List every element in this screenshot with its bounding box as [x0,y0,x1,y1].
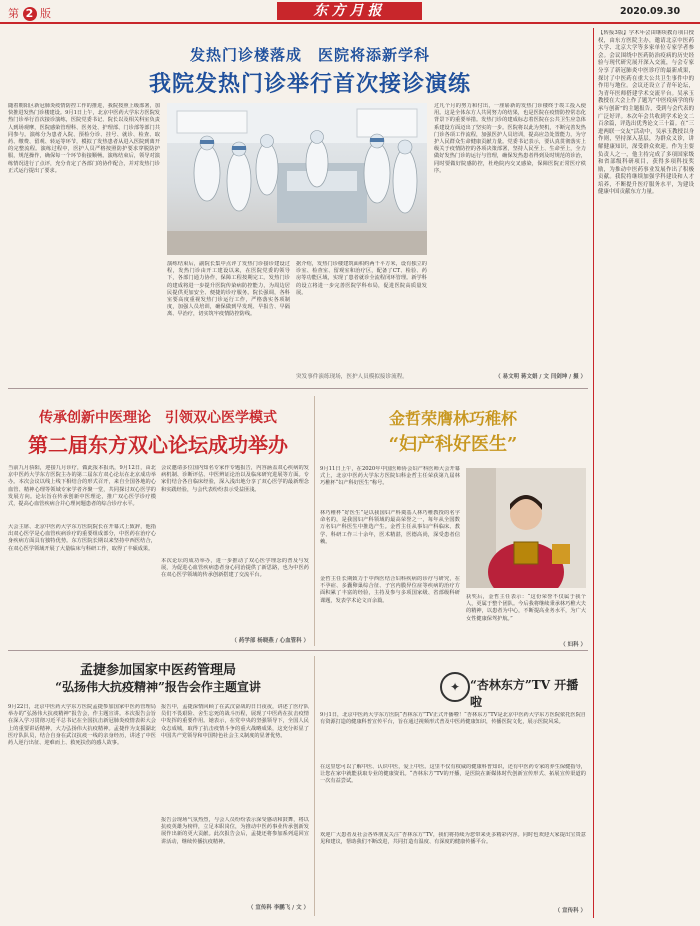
article2-title: 第二届东方双心论坛成功举办 [28,433,288,457]
issue-date: 2020.09.30 [620,6,681,17]
article2-body1: 当前九月骄阳，迎接九月诊疗，做此报本报讯，9月12日，由北京中医药大学东方医院主办的第二届东方双心论坛在北京成功举办。本次会议以线上线下相结合的形式召开，来自全国各地的心血管、精神心理等领域专家学者齐聚一堂，共同探讨双心医学的发展方向。论坛旨在传承创新中医理论，推广双心医学诊疗模式，提高心血管疾病合并心理问题患者的综合诊疗水平。 [8,465,156,508]
article3-title: “妇产科好医生” [388,434,518,455]
article2-body4: 本次论坛的成功举办，进一步推动了双心医学理念的普及与发展，为促进心血管疾病患者身心同治提供了新思路，也为中医药在双心医学领域的传承创新搭建了交流平台。 [161,558,309,579]
article5-title: “杏林东方”TV 开播啦 [470,678,579,709]
article4-title-line1: 孟捷参加国家中医药管理局 [79,663,236,678]
article2-body3: 会议邀请多位国内知名专家作专题报告，内容涵盖双心疾病的发病机制、诊断评估、中医辨证论治以及临床研究进展等方面。专家们结合各自临床经验，深入浅出地分享了双心医学的最新理念和实践经验，与会代表纷纷表示受益匪浅。 [161,465,309,493]
article5-body2: 在这里您可以了解中医、认识中医，爱上中医。这里不仅有权威的健康科普知识，还有中医药专家的养生保健指导，让您在家中就能获取专业的健康资讯。“杏林东方”TV的开播，是医院在新媒体时代创新宣传形式、拓展宣传渠道的一次有益尝试。 [320,764,586,785]
article1-body-left: 随着朝阳区新冠肺炎疫情防控工作的推进，我院按照上级部署，加快推进发热门诊楼建设。9月1日上午，北京中医药大学东方医院发热门诊举行首次接诊演练，医院党委书记、院长以及相关科室负责人到场观摩，医院感染管理科、医务处、护理部、门诊部等部门共同参与。演练分为患者入院、预检分诊、挂号、就诊、检查、取药、缴费、留观、转运等环节，模拟了发热患者从进入医院到离开的完整流程。演练过程中，医护人员严格按照防护要求穿脱防护服，规范操作，确保每一个环节衔接顺畅。演练结束后，领导对演练情况进行了点评，充分肯定了各部门的协作配合，并对发热门诊正式运行提出了要求。 [8,103,160,174]
page-number-badge: 2 [23,7,37,21]
article4-title-line2: “弘扬伟大抗疫精神”报告会作主题宣讲 [55,680,261,694]
article2-byline: （ 药学部 杨晓燕 / 心血管科 ） [231,638,309,644]
doctor-photo-illustration [466,468,586,588]
article1-byline: （ 易文明 蒋文娟 / 文 闫剑坤 / 摄 ） [495,374,586,380]
article3-body3: 金哲主任长期致力于中西医结合妇科疾病的诊疗与研究，在不孕症、多囊卵巢综合征、子宫内膜异位症等疾病的治疗方面积累了丰富的经验，主持及参与多项国家级、省部级科研课题，发表学术论文百余篇。 [320,576,460,604]
article3-divider [8,650,588,651]
article3-body4: 获奖后，金哲主任表示：“这份荣誉不仅属于我个人，更属于整个团队。今后我将继续秉承林巧稚大夫的精神，以患者为中心，不断提高业务水平，为广大女性健康保驾护航。” [466,594,586,622]
article1-body-mid2: 据介绍，发热门诊楼建筑面积约两千平方米，设有独立的诊室、检查室、留观室和治疗区，配备了CT、检验、药房等功能区域，实现了患者就诊全流程闭环管理。新学科的设立将进一步完善医院学科布局，促进医院高质量发展。 [296,261,427,296]
tv-logo-icon: ✦ [440,672,470,702]
doctor-photo [466,468,586,588]
article2-divider [314,396,315,646]
article5-body3: 欢迎广大患者及社会各界朋友关注“杏林东方”TV，我们将持续为您带来更多精彩内容。同时也欢迎大家提出宝贵意见和建议，帮助我们不断改进，共同打造有温度、有深度的健康传播平台。 [320,832,586,846]
article5-body1: 9月1日，北京中医药大学东方医院“杏林东方”TV正式开播啦！“杏林东方”TV是北京中医药大学东方医院依托医院自有资源打造的健康科普宣传平台，旨在通过视频形式普及中医药健康知识，传播医院文化，展示医院风采。 [320,712,586,726]
header-rule [0,22,700,24]
article1-divider [8,388,588,389]
article2-kicker: 传承创新中医理论 引领双心医学模式 [39,410,277,426]
article3-body1: 9月11日上午，在2020年中国医师协会妇产科医师大会开幕式上，北京中医药大学东方医院妇科金哲主任荣获第九届林巧稚杯“妇产科好医生”称号。 [320,466,460,487]
page-header [0,0,700,22]
article1-caption: 突发事件演练现场，医护人员模拟接诊流程。 [296,374,408,380]
article4-divider [314,656,315,916]
page-label [8,5,51,21]
sidebar-divider [593,28,594,918]
article1-body-right: 过凡个月的努力和付出，一座崭新的发热门诊楼终于竣工投入使用。这是全体东方人共同努力的结果，也是医院在疫情防控常态化背景下的重要举措。发热门诊的建成标志着医院在公共卫生应急体系建设方面迈出了坚实的一步。医院将以此为契机，不断完善发热门诊各项工作流程，加强医护人员培训，提高应急处置能力，为守护人民群众生命健康贡献力量。党委书记表示，要认真贯彻落实上级关于疫情防控的各项决策部署，坚持人民至上、生命至上，全力做好发热门诊的运行与管理，确保发热患者得到及时规范的诊治，同时要做好院感防控，杜绝院内交叉感染，保障医院正常医疗秩序。 [434,103,586,174]
article3-byline: （ 妇科 ） [560,642,586,648]
page-prefix: 第 [8,7,19,20]
sidebar-body: 【转接3版】学术年会由继续教育项目授权，由东方医院主办，邀请北京中医药大学、北京大学等多家单位专家学者参会。会议围绕中医药防治疫病的历史经验与现代研究展开深入交流，与会专家分享了新冠肺炎中医诊疗的最新成果，探讨了中医药在重大公共卫生事件中的作用与地位。会议还设立了青年论坛，为青年医师搭建学术交流平台。吴承玉教授在大会上作了题为“中医疫病学的传承与创新”的主题报告，受到与会代表的广泛好评。本次年会共收到学术论文二百余篇，评选出优秀论文三十篇。在“三进两联一交友”活动中，吴承玉教授以身作则，坚持深入基层，为群众义诊，讲解健康知识，深受群众欢迎。作为主要负责人之一，他主持完成了多项国家级和省部级科研项目，获得多项科技奖励，为推动中医药事业发展作出了积极贡献。我院将继续加强学科建设和人才培养，不断提升医疗服务水平，为建设健康中国贡献东方力量。 [598,30,694,196]
article4-body1: 9月22日，北京中医药大学东方医院孟捷参加国家中医药管理局举办的“弘扬伟大抗疫精神”报告会，作主题宣讲。本次报告会旨在深入学习贯彻习近平总书记在全国抗击新冠肺炎疫情表彰大会上的重要讲话精神，大力弘扬伟大抗疫精神。孟捷作为支援湖北医疗队队员，结合自身在武汉抗疫一线的亲身经历，讲述了中医药人逆行出征、迎难而上、救死扶伤的感人故事。 [8,704,156,747]
article1-body-mid: 演练结束后，副院长集中点评了发热门诊接诊建设过程，发热门诊由开工建设以来，在医院党委的领导下，各部门通力协作，保障工程按期完工。发热门诊的建成将进一步提升医院传染病防控能力，为周边居民提供更加安全、便捷的诊疗服务。院长强调，各科室要高度重视发热门诊运行工作，严格落实各项制度，加强人员培训，确保做到早发现、早报告、早隔离、早治疗，切实筑牢疫情防控防线。 [167,261,290,318]
article5-byline: （ 宣传科 ） [554,908,586,914]
drill-photo [167,103,427,255]
article3-body2: 林巧稚杯“好医生”是以我国妇产科奠基人林巧稚教授的名字命名的，是我国妇产科领域的最高荣誉之一，每年从全国数万名妇产科医生中推选产生。金哲主任从事妇产科临床、教学、科研工作三十余年，医术精湛，医德高尚，深受患者信赖。 [320,510,460,545]
page-suffix: 版 [40,7,51,20]
drill-photo-illustration [167,103,427,255]
article4-body3: 报告会现场气氛热烈，与会人员纷纷表示深受感动和鼓舞，将以抗疫英雄为榜样，立足本职岗位，为推动中医药事业传承创新发展作出新的更大贡献。此次报告会后，孟捷还将参加系列巡回宣讲活动，继续传播抗疫精神。 [161,817,309,845]
article4-byline: （ 宣传科 李鹏飞 / 文 ） [247,905,309,911]
article1-kicker: 发热门诊楼落成 医院将添新学科 [189,46,430,64]
article1-title: 我院发热门诊举行首次接诊演练 [148,71,471,97]
masthead: 东方月报 [313,3,386,19]
article4-body2: 报告中，孟捷深情回顾了在武汉奋战的日日夜夜，讲述了医疗队员们不畏艰险、舍生忘死的战斗历程，展现了中医药在抗击疫情中发挥的重要作用。她表示，在党中央的坚强领导下，全国人民众志成城，取得了抗击疫情斗争的重大战略成果，这充分彰显了中国共产党领导和中国特色社会主义制度的显著优势。 [161,704,309,739]
article2-body2: 大会主席、北京中医药大学东方医院院长在开幕式上致辞，他指出双心医学是心血管疾病诊疗的重要组成部分，中医药在治疗心身疾病方面具有独特优势。东方医院长期以来坚持中西医结合，在双心医学领域开展了大量临床与科研工作，取得了丰硕成果。 [8,524,156,552]
article3-kicker: 金哲荣膺林巧稚杯 [388,409,517,428]
